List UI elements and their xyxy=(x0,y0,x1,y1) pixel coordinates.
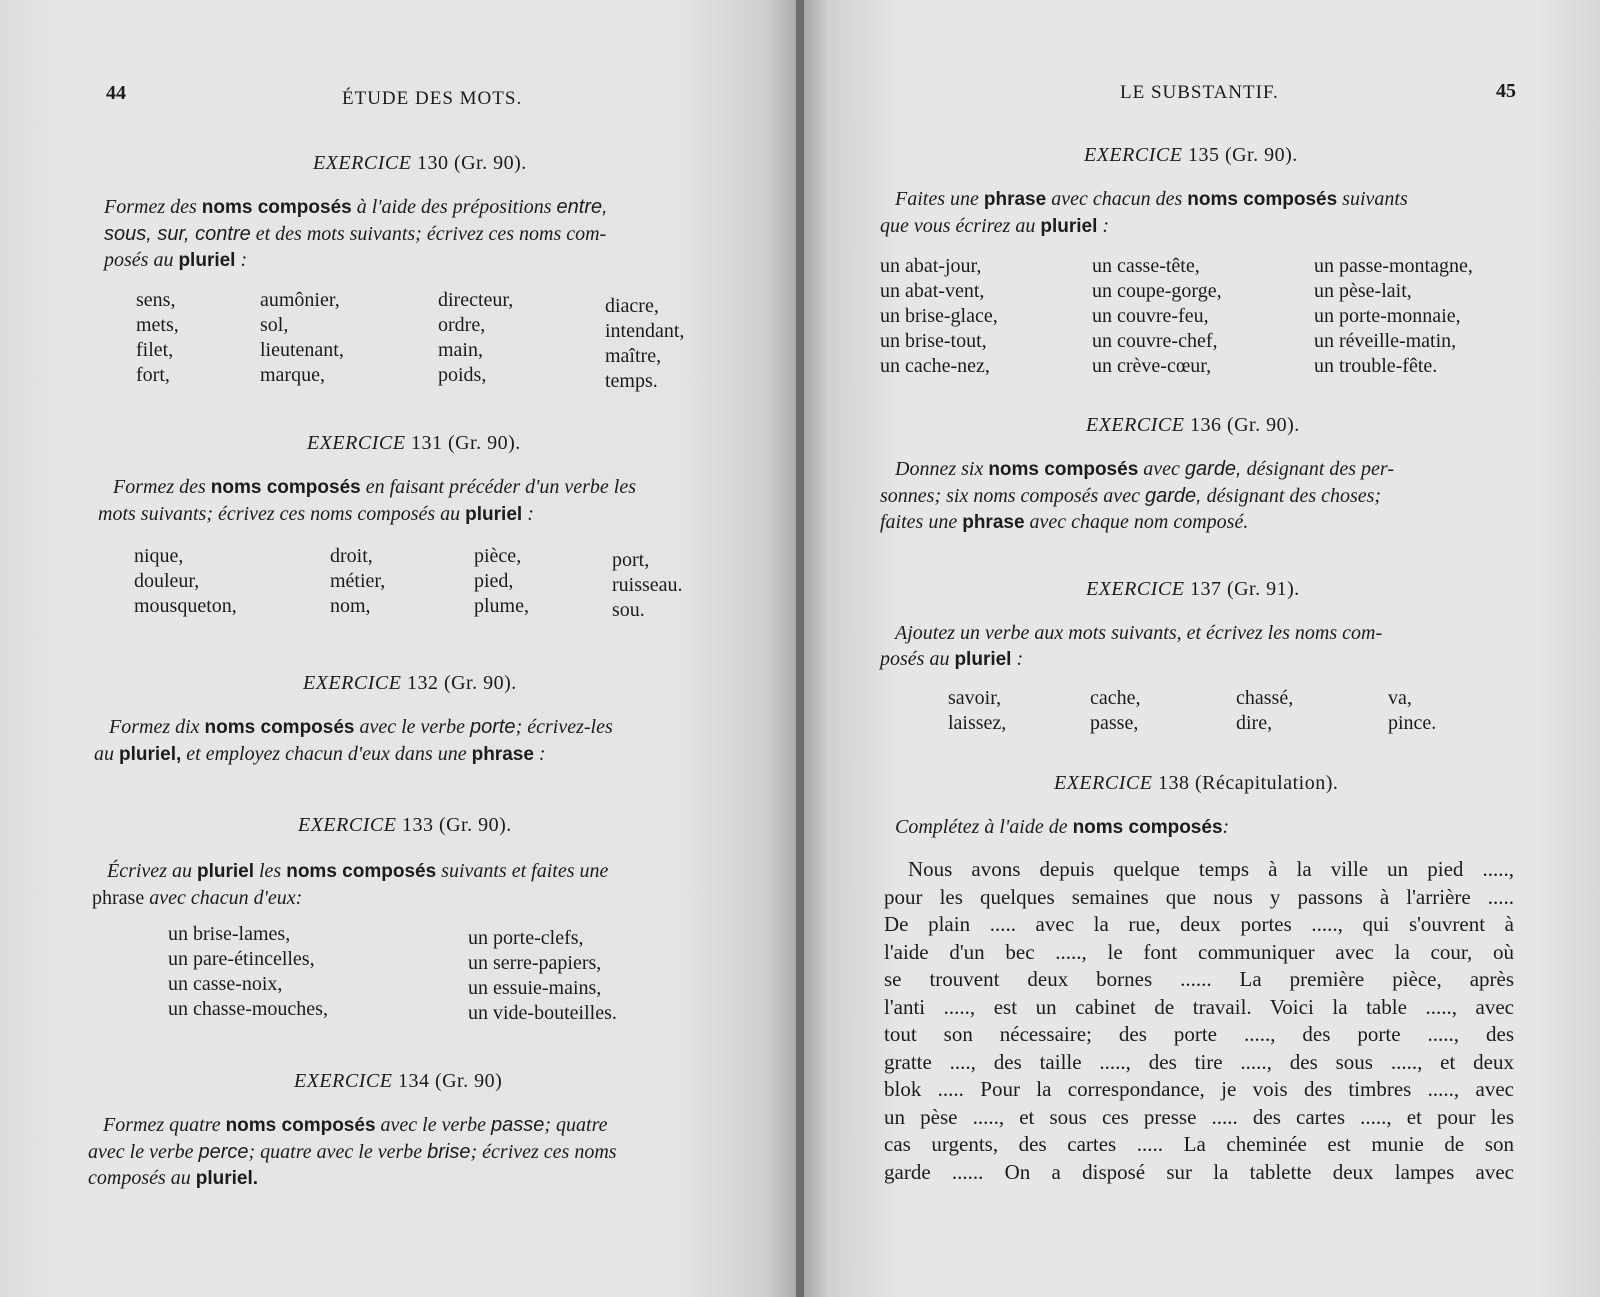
exercise-136-heading: EXERCICE 136 (Gr. 90). xyxy=(1086,414,1300,436)
exercise-130-heading: EXERCICE 130 (Gr. 90). xyxy=(313,152,527,174)
word-list-item: un casse-noix, xyxy=(168,973,283,995)
text-line: tout son nécessaire; des porte ....., des porte ....., des xyxy=(884,1022,1514,1046)
word-list-item: un cache-nez, xyxy=(880,355,990,377)
word-list-item: lieutenant, xyxy=(260,339,344,361)
exercise-131-word-list xyxy=(134,544,722,623)
word-list-item: mets, xyxy=(136,314,179,336)
word-list-item: diacre, xyxy=(605,295,659,317)
word-list-item: un passe-montagne, xyxy=(1314,255,1473,277)
text-line: gratte ...., des taille ....., des tire ....., des sous ....., et deux xyxy=(884,1049,1514,1074)
word-list-item: pied, xyxy=(474,570,514,592)
word-list-item: poids, xyxy=(438,364,487,386)
word-list-item: marque, xyxy=(260,364,325,386)
text-line: garde ...... On a disposé sur la tablette deux lampes avec xyxy=(884,1159,1514,1184)
word-list-item: un essuie-mains, xyxy=(468,977,602,999)
word-list-item: droit, xyxy=(330,545,373,567)
exercise-133-instructions: Écrivez au pluriel les noms composés suivants et faites une phrase avec chacun d'eux: xyxy=(92,860,609,909)
exercise-134-instructions: Formez quatre noms composés avec le verbe passe; quatre avec le verbe perce; quatre avec le verbe brise; écrivez ces noms composés au pluriel. xyxy=(88,1114,617,1189)
exercise-133-heading: EXERCICE 133 (Gr. 90). xyxy=(298,814,512,836)
right-page xyxy=(804,0,1600,1297)
word-list-item: un porte-monnaie, xyxy=(1314,305,1461,327)
exercise-131-instructions: Formez des noms composés en faisant précéder d'un verbe les mots suivants; écrivez ces noms composés au pluriel : xyxy=(98,476,637,525)
word-list-item: un coupe-gorge, xyxy=(1092,280,1222,302)
word-list-item: fort, xyxy=(136,364,170,386)
word-list-item: sou. xyxy=(612,599,645,621)
exercise-130-word-list xyxy=(136,288,725,394)
exercise-137-heading: EXERCICE 137 (Gr. 91). xyxy=(1086,578,1300,600)
exercise-137-instructions: Ajoutez un verbe aux mots suivants, et écrivez les noms com- posés au pluriel : xyxy=(880,622,1383,670)
word-list-item: un réveille-matin, xyxy=(1314,330,1457,352)
word-list-item: pièce, xyxy=(474,545,522,567)
text-line: Nous avons depuis quelque temps à la ville un pied ....., xyxy=(908,857,1514,881)
word-list-item: plume, xyxy=(474,595,529,617)
word-list-item: un pare-étincelles, xyxy=(168,948,315,970)
text-line: se trouvent deux bornes ...... La première pièce, après xyxy=(884,967,1514,991)
word-list-item: sens, xyxy=(136,289,176,311)
word-list-item: un porte-clefs, xyxy=(468,927,584,949)
word-list-item: savoir, xyxy=(948,687,1002,709)
word-list-item: ordre, xyxy=(438,314,486,336)
word-list-item: sol, xyxy=(260,314,289,336)
page-number: 44 xyxy=(106,82,126,104)
exercise-134-heading: EXERCICE 134 (Gr. 90) xyxy=(294,1070,503,1092)
word-list-item: un brise-lames, xyxy=(168,923,291,945)
word-list-item: douleur, xyxy=(134,570,200,592)
word-list-item: filet, xyxy=(136,339,174,361)
text-line: pour les quelques semaines que nous y passons à l'arrière ..... xyxy=(884,884,1514,909)
word-list-item: nom, xyxy=(330,595,371,617)
exercise-135-word-list xyxy=(880,254,1520,379)
exercise-138-instructions: Complétez à l'aide de noms composés: xyxy=(895,816,1230,838)
word-list-item: laissez, xyxy=(948,712,1007,734)
text-line: cas urgents, des cartes ..... La cheminée est munie de son xyxy=(884,1132,1514,1156)
word-list-item: un serre-papiers, xyxy=(468,952,602,974)
left-page xyxy=(0,0,798,1297)
word-list-item: port, xyxy=(612,549,650,571)
exercise-135-instructions: Faites une phrase avec chacun des noms composés suivants que vous écrirez au pluriel : xyxy=(880,188,1408,237)
word-list-item: un couvre-feu, xyxy=(1092,305,1209,327)
word-list-item: main, xyxy=(438,339,483,361)
word-list-item: va, xyxy=(1388,687,1412,709)
word-list-item: chassé, xyxy=(1236,687,1294,709)
exercise-137-word-list xyxy=(948,686,1468,736)
exercise-132-instructions: Formez dix noms composés avec le verbe porte; écrivez-les au pluriel, et employez chacun d'eux dans une phrase : xyxy=(94,716,613,765)
text-line: blok ..... Pour la correspondance, je vois des timbres ....., avec xyxy=(884,1077,1514,1101)
word-list-item: un brise-tout, xyxy=(880,330,987,352)
word-list-item: un pèse-lait, xyxy=(1314,280,1412,302)
exercise-135-heading: EXERCICE 135 (Gr. 90). xyxy=(1084,144,1298,166)
word-list-item: pince. xyxy=(1388,712,1437,734)
word-list-item: intendant, xyxy=(605,320,685,342)
word-list-item: un abat-vent, xyxy=(880,280,985,302)
word-list-item: dire, xyxy=(1236,712,1273,734)
exercise-136-instructions: Donnez six noms composés avec garde, désignant des per- sonnes; six noms composés avec garde, désignant des choses; faites une phrase avec chaque nom composé. xyxy=(880,458,1394,533)
word-list-item: métier, xyxy=(330,570,386,592)
word-list-item: un abat-jour, xyxy=(880,255,982,277)
word-list-item: temps. xyxy=(605,370,658,392)
word-list-item: un trouble-fête. xyxy=(1314,355,1438,377)
text-line: un pèse ....., et sous ces presse ..... des cartes ....., et pour les xyxy=(884,1104,1514,1129)
text-line: l'aide d'un bec ....., le font communiquer avec la cour, où xyxy=(884,939,1514,964)
word-list-item: un casse-tête, xyxy=(1092,255,1200,277)
word-list-item: directeur, xyxy=(438,289,514,311)
exercise-138-text xyxy=(884,856,1514,1186)
text-line: De plain ..... avec la rue, deux portes ....., qui s'ouvrent à xyxy=(884,912,1514,936)
exercise-130-instructions: Formez des noms composés à l'aide des prépositions entre, sous, sur, contre et des mots suivants; écrivez ces noms com- posés au pluriel : xyxy=(104,196,608,271)
page-number: 45 xyxy=(1496,80,1516,102)
word-list-item: un vide-bouteilles. xyxy=(468,1002,617,1024)
word-list-item: maître, xyxy=(605,345,662,367)
running-head: ÉTUDE DES MOTS. xyxy=(342,88,523,109)
word-list-item: cache, xyxy=(1090,687,1141,709)
exercise-131-heading: EXERCICE 131 (Gr. 90). xyxy=(307,432,521,454)
running-head: LE SUBSTANTIF. xyxy=(1120,82,1279,103)
text-line: l'anti ....., est un cabinet de travail. Voici la table ....., avec xyxy=(884,994,1514,1019)
word-list-item: un crève-cœur, xyxy=(1092,355,1212,377)
exercise-133-word-list xyxy=(168,922,668,1026)
word-list-item: un couvre-chef, xyxy=(1092,330,1218,352)
word-list-item: aumônier, xyxy=(260,289,340,311)
exercise-132-heading: EXERCICE 132 (Gr. 90). xyxy=(303,672,517,694)
word-list-item: ruisseau. xyxy=(612,574,683,596)
word-list-item: passe, xyxy=(1090,712,1139,734)
exercise-138-heading: EXERCICE 138 (Récapitulation). xyxy=(1054,772,1339,794)
word-list-item: mousqueton, xyxy=(134,595,237,617)
word-list-item: un chasse-mouches, xyxy=(168,998,328,1020)
word-list-item: nique, xyxy=(134,545,184,567)
word-list-item: un brise-glace, xyxy=(880,305,998,327)
